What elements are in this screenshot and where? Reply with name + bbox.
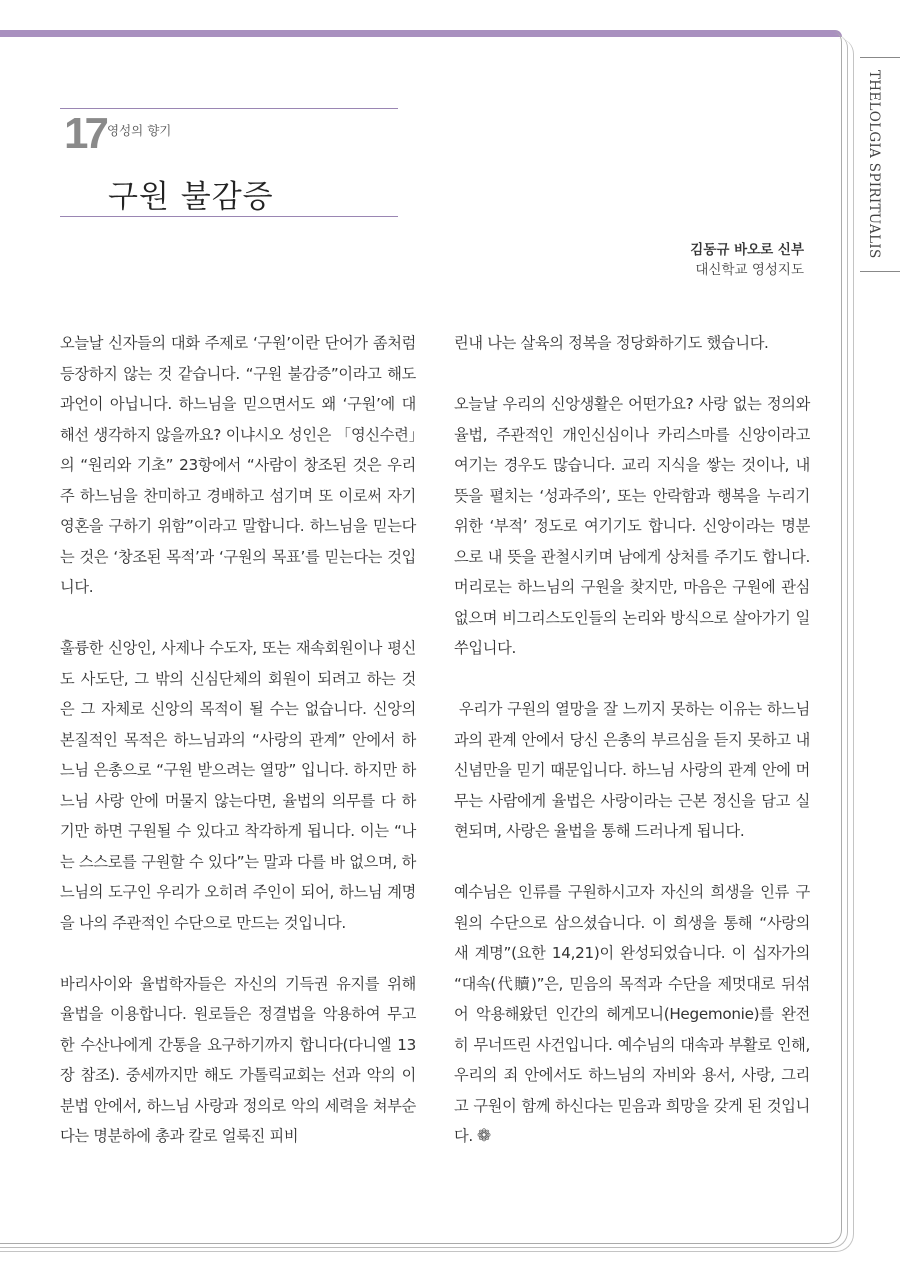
column-name: 영성의 향기 xyxy=(107,123,172,138)
author-block xyxy=(690,240,804,280)
title-rule-top xyxy=(60,108,398,109)
paragraph: 훌륭한 신앙인, 사제나 수도자, 또는 재속회원이나 평신도 사도단, 그 밖의 신심단체의 회원이 되려고 하는 것은 그 자체로 신앙의 목적이 될 수는 없습니다. 신앙의 본질적인 목적은 하느님과의 “사랑의 관계” 안에서 하느님 은총으로 “구원 받으려는 열망” 입니다. 하지만 하느님 사랑 안에 머물지 않는다면, 율법의 의무를 다 하기만 하면 구원될 수 있다고 착각하게 됩니다. 이는 “나는 스스로를 구원할 수 있다”는 말과 다를 바 없으며, 하느님의 도구인 우리가 오히려 주인이 되어, 하느님 계명을 나의 주관적인 수단으로 만드는 것입니다. xyxy=(60,639,416,932)
paragraph: 린내 나는 살육의 정복을 정당화하기도 했습니다. xyxy=(454,334,769,352)
paragraph-text: 우리가 구원의 열망을 잘 느끼지 못하는 이유는 하느님과의 관계 안에서 당신 은총의 부르심을 듣지 못하고 내 신념만을 믿기 때문입니다. 하느님 사랑의 관계 안에 머무는 사람에게 율법은 사랑이라는 근본 정신을 담고 실현되며, 사랑은 율법을 통해 드러나게 됩니다. xyxy=(454,700,811,840)
paragraph: 바리사이와 율법학자들은 자신의 기득권 유지를 위해 율법을 이용합니다. 원로들은 정결법을 악용하여 무고한 수산나에게 간통을 요구하기까지 합니다(다니엘 13장 참조). 중세까지만 해도 가톨릭교회는 선과 악의 이분법 안에서, 하느님 사랑과 정의로 악의 세력을 쳐부순다는 명분하에 총과 칼로 얼룩진 피비 xyxy=(60,974,416,1145)
end-mark-icon: ❁ xyxy=(476,1126,491,1146)
paragraph xyxy=(454,694,810,847)
paragraph: 오늘날 신자들의 대화 주제로 ‘구원’이란 단어가 좀처럼 등장하지 않는 것 같습니다. “구원 불감증”이라고 해도 과언이 아닙니다. 하느님을 믿으면서도 왜 ‘구원’에 대해선 생각하지 않을까요? 이냐시오 성인은 「영신수련」의 “원리와 기초” 23항에서 “사람이 창조된 것은 우리 주 하느님을 찬미하고 경배하고 섬기며 또 이로써 자기 영혼을 구하기 위함”이라고 말합니다. 하느님을 믿는다는 것은 ‘창조된 목적’과 ‘구원의 목표’를 믿는다는 것입니다. xyxy=(60,334,416,596)
title-rule-bottom xyxy=(60,216,398,217)
author-role: 대신학교 영성지도 xyxy=(695,262,804,278)
article-title: 구원 불감증 xyxy=(108,179,274,215)
body-column-right xyxy=(454,328,810,1182)
side-tab-divider xyxy=(860,57,900,58)
author-name: 김동규 바오로 신부 xyxy=(690,242,804,258)
side-section-label: THELOLGIA SPIRITUALIS xyxy=(866,70,882,259)
paragraph xyxy=(454,877,810,1152)
paragraph: 오늘날 우리의 신앙생활은 어떤가요? 사랑 없는 정의와 율법, 주관적인 개인신심이나 카리스마를 신앙이라고 여기는 경우도 많습니다. 교리 지식을 쌓는 것이나, 내 뜻을 펼치는 ‘성과주의’, 또는 안락함과 행복을 누리기 위한 ‘부적’ 정도로 여기기도 합니다. 신앙이라는 명분으로 내 뜻을 관철시키며 남에게 상처를 주기도 합니다. 머리로는 하느님의 구원을 찾지만, 마음은 구원에 관심 없으며 비그리스도인들의 논리와 방식으로 살아가기 일쑤입니다. xyxy=(454,395,810,657)
body-column-left xyxy=(60,328,416,1182)
issue-number: 17 xyxy=(64,109,105,158)
paragraph-text: 예수님은 인류를 구원하시고자 자신의 희생을 인류 구원의 수단으로 삼으셨습니다. 이 희생을 통해 “사랑의 새 계명”(요한 14,21)이 완성되었습니다. 이 십자가의 “대속(代贖)”은, 믿음의 목적과 수단을 제멋대로 뒤섞어 악용해왔던 인간의 헤게모니(Hegemonie)를 완전히 무너뜨린 사건입니다. 예수님의 대속과 부활로 인해, 우리의 죄 안에서도 하느님의 자비와 용서, 사랑, 그리고 구원이 함께 하신다는 믿음과 희망을 갖게 된 것입니다. xyxy=(454,883,810,1145)
side-tab-divider xyxy=(860,271,900,272)
